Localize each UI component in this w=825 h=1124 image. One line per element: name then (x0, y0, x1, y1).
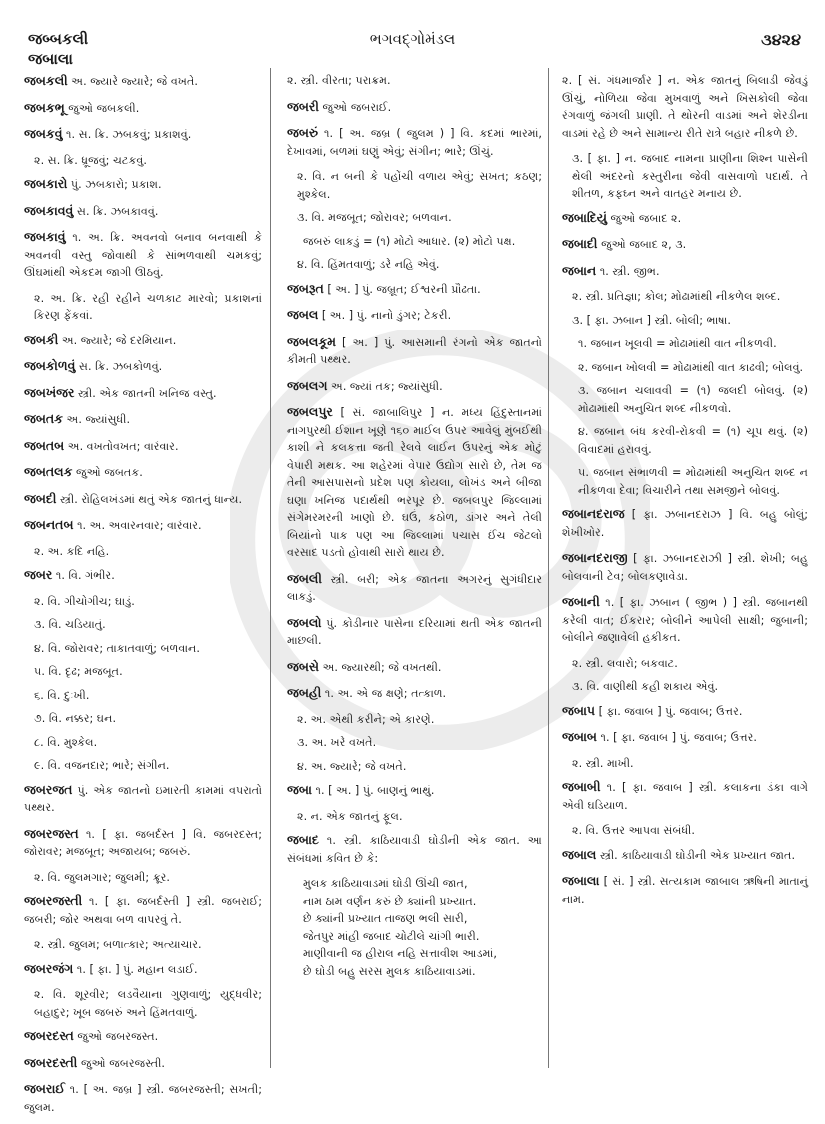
definition: ૧. [ અ. જબ્ર ] સ્ત્રી. જબરજસ્તી; સખતી; જુલમ. (24, 1083, 262, 1114)
definition: ૧. [ ફા. ઝબાન ( જીભ ) ] સ્ત્રી. જબાનથી કરેલી વાત; ઈકરાર; બોલીને આપેલી સાક્ષી; જુબાની; બોલીને જણાવેલી હકીકત. (562, 596, 809, 644)
headword: જબાબી (562, 779, 601, 794)
guide-word-bottom: જબાલા (28, 50, 73, 68)
headword: જબકારો (24, 176, 68, 191)
definition: [ સં. ] સ્ત્રી. સત્યકામ જાબાલ ઋષિની માતાનું નામ. (562, 875, 809, 906)
definition: પું. ઝબકારો; પ્રકાશ. (70, 178, 162, 191)
definition: અ. જ્યારે જ્યારે; જે વખતે. (71, 75, 198, 88)
dictionary-entry (287, 614, 542, 650)
sense: ૨. સ્ત્રી. પ્રતિજ્ઞા; કોલ; મોઢામાંથી નીકળેલ શબ્દ. (572, 290, 781, 303)
dictionary-entry (287, 72, 542, 90)
sense: ૩. અ. ખરે વખતે. (297, 736, 377, 749)
sense: ૨. વિ. ન બની કે પહોંચી વળાય એવું; સખત; કઠણ; મુશ્કેલ. (297, 170, 542, 201)
headword: જબરજત (24, 781, 73, 797)
headword: જબરજંગ (24, 960, 74, 976)
headword: જબાલ (562, 846, 597, 862)
dictionary-entry (24, 516, 262, 535)
definition: ૧. વિ. ગંભીર. (55, 569, 115, 582)
sense: ૨. વિ. ઉત્તર આપવા સંબંધી. (572, 824, 695, 837)
dictionary-entry (287, 658, 542, 677)
page-number: ૩૪૨૪ (761, 30, 801, 49)
idiom: ૧. જબાન ખૂલવી = મોઢામાંથી વાત નીકળવી. (578, 337, 777, 350)
definition: જુઓ જબરાઈ. (322, 100, 392, 114)
dictionary-entry (562, 846, 808, 865)
headword: જબરું (287, 125, 319, 140)
sense: ૩. વિ. વાણીથી કહી શકાય એવું. (572, 680, 719, 693)
definition: ૧. સ. ક્રિ. ઝબકવું; પ્રકાશવું. (66, 128, 192, 141)
dictionary-entry (24, 960, 262, 979)
sense: ૩. [ ફા. ઝબાન ] સ્ત્રી. બોલી; ભાષા. (572, 313, 731, 327)
definition: [ ફા. ઝબાનદરાઝ ] વિ. બહુ બોલું; શેખીખોર. (562, 508, 808, 539)
sense: ૨. વિ. જુલમગાર; જુલમી; ક્રૂર. (34, 870, 170, 884)
dictionary-entry (287, 831, 542, 867)
headword: જબરજસ્તી (24, 893, 83, 908)
column-1 (24, 72, 262, 1124)
dictionary-entry (287, 684, 542, 703)
headword: જબાબ (562, 729, 597, 744)
sense: ૨. સ્ત્રી. માખી. (572, 756, 634, 770)
dictionary-entry (24, 1080, 262, 1116)
headword: જબકાવવું (24, 202, 74, 218)
sense: ૬. વિ. દુઃખી. (34, 688, 90, 702)
guide-word-top: જબ્બકલી (28, 30, 89, 48)
dictionary-entry (287, 333, 542, 369)
sense: ૨. વિ. ગીચોગીચ; ઘાડું. (34, 594, 135, 608)
definition: જુઓ જબકલી. (68, 101, 140, 115)
dictionary-entry (287, 403, 542, 562)
headword: જબકલી (24, 73, 68, 88)
definition: અ. જ્યાંસુધી. (66, 413, 131, 426)
idiom: ૪. જબાન બંધ કરવી-રોકવી = (૧) ચૂપ થવું. (૨) વિવાદમાં હરાવવું. (578, 425, 808, 456)
definition: સ. ક્રિ. ઝબકોળવું. (78, 360, 163, 373)
definition: સ્ત્રી. કાઠિયાવાડી ઘોડીની એક પ્રખ્યાત જાત. (599, 848, 795, 862)
verse-line: છે ક્યાંની પ્રખ્યાત તાજણ ભલી સારી, (303, 912, 468, 925)
definition: ૧. [ અ. જબ્ર ( જુલમ ) ] વિ. કદમાં ભારમાં, દેખાવમાં, બળમાં ઘણું એવું; સંગીન; ભારે; ઊંચું. (287, 127, 542, 158)
sense: ૮. વિ. મુશ્કેલ. (34, 735, 98, 749)
dictionary-entry (24, 228, 262, 282)
definition: ૧. [ ફા. જબર્દસ્ત ] વિ. જબરદસ્ત; જોરાવર; મજબૂત; અજાયબ; જબરું. (24, 827, 262, 858)
verse-line: જેતપુર માંહી જબાદ ચોટીલે ચાંગી ભારી. (303, 929, 480, 943)
column-2 (287, 72, 542, 980)
headword: જબતબ (24, 437, 65, 453)
sense: ૨. અ. કદિ નહિ. (34, 544, 110, 558)
dictionary-entry (562, 549, 808, 585)
sense: ૨. અ. ક્રિ. રહી રહીને ચળકાટ મારવો; પ્રકાશનાં કિરણ ફેંકવાં. (34, 291, 262, 322)
sense: ૭. વિ. નક્કર; ઘન. (34, 712, 116, 725)
idiom: ૨. જબાન ખોલવી = મોઢામાંથી વાત કાઢવી; બોલવું. (578, 360, 804, 374)
definition: ૨. [ સં. ગંધમાર્જાર ] ન. એક જાતનું બિલાડી જેવડું ઊંચું, નોળિયા જેવા મુખવાળું અને ખિસકોલી જેવા રંગવાળું જંગલી પ્રાણી. તે થોરની વાડમાં અને શેરડીના વાડમાં રહે છે અને સામાન્ય રીતે રાત્રે બહાર નીકળે છે. (562, 74, 808, 140)
headword: જબાદ (287, 832, 319, 847)
sense: ૩. વિ. ચડિયાતું. (34, 618, 106, 631)
running-title: ભગવદ્ગોમંડલ (369, 30, 456, 48)
dictionary-entry (287, 570, 542, 606)
headword: જબલો (287, 614, 322, 630)
definition: [ ફા. જવાબ ] પું. જવાબ; ઉત્તર. (598, 704, 743, 718)
definition: ૧. સ્ત્રી. જીભ. (599, 264, 660, 278)
sense: ૨. સ. ક્રિ. ધ્રૂજવું; ચટકવું. (34, 153, 147, 167)
sense: ૪. વિ. હિંમતવાળું; ડરે નહિ એવું. (297, 258, 440, 271)
dictionary-entry (287, 280, 542, 299)
definition: પું. કોડીનાર પાસેના દરિયામાં થતી એક જાતની માછલી. (287, 616, 542, 647)
headword: જબકવું (24, 126, 63, 141)
definition: ૨. સ્ત્રી. વીરતા; પરાક્રમ. (287, 74, 391, 87)
dictionary-entry (24, 384, 262, 403)
definition: ૧. [ ફા. ] પું. મહાન લડાઈ. (76, 962, 198, 976)
dictionary-entry (24, 566, 262, 585)
dictionary-entry (287, 781, 542, 800)
sense: ૨. અ. એથી કરીને; એ કારણે. (297, 712, 435, 726)
dictionary-entry (24, 1027, 262, 1046)
definition: જુઓ જબાદ ૨. (610, 211, 682, 225)
headword: જબાદી (562, 236, 598, 251)
definition: ૧. [ અ. ] પું. બાણનું ભાથું. (315, 784, 435, 797)
definition: સ્ત્રી. રોહિલખંડમાં થતું એક જાતનું ધાન્ય. (60, 492, 243, 506)
dictionary-entry (562, 209, 808, 228)
verse-line: માણીવાની જ હીરાલ નહિ સત્તાવીશ આડમાં, (303, 947, 497, 960)
headword: જબકોળવું (24, 358, 76, 373)
idiom: ૩. જબાન ચલાવવી = (૧) જલદી બોલવું. (૨) મોઢામાંથી અનુચિત શબ્દ નીકળવો. (578, 384, 808, 415)
definition: [ અ. ] પું. જબ્રૂત; ઈશ્વરની પ્રૌઢતા. (327, 282, 481, 296)
dictionary-entry (24, 892, 262, 928)
dictionary-entry (287, 98, 542, 117)
dictionary-entry (562, 728, 808, 747)
headword: જબકાવું (24, 229, 66, 244)
dictionary-entry (562, 872, 808, 908)
headword: જબહી (287, 685, 322, 700)
dictionary-entry (562, 262, 808, 281)
sense: ૪. વિ. જોરાવર; તાકાતવાળું; બળવાન. (34, 641, 200, 655)
definition: પું. એક જાતનો ઇમારતી કામમાં વપરાતો પથ્થર. (24, 783, 262, 814)
headword: જબાલા (562, 873, 600, 888)
definition: ૧. સ્ત્રી. કાઠિયાવાડી ઘોડીની એક જાત. આ સંબંધમાં કવિત છે કે: (287, 834, 543, 865)
idiom: જબરું લાકડું = (૧) મોટો આધાર. (૨) મોટો પક્ષ. (303, 234, 516, 248)
dictionary-entry (24, 437, 262, 456)
page-header (0, 0, 825, 68)
headword: જબરદસ્તી (24, 1054, 78, 1070)
headword: જબલગ (287, 377, 328, 393)
definition: સ્ત્રી. બરી; એક જાતના અગરનું સુગંધીદાર લાકડું. (287, 572, 542, 603)
definition: ૧. અ. ક્રિ. અવનવો બનાવ બનવાથી કે અવનવી વસ્તુ જોવાથી કે સાંભળવાથી ચમકવું; ઊંઘમાંથી એકદમ જાગી ઊઠવું. (24, 231, 262, 279)
verse-line: મુલક કાઠિયાવાડમાં ઘોડી ઊંચી જાત, (303, 877, 468, 890)
headword: જબલી (287, 570, 322, 586)
dictionary-entry (562, 505, 808, 541)
dictionary-entry (287, 306, 542, 325)
dictionary-entry (24, 125, 262, 144)
sense: ૩. વિ. મજબૂત; જોરાવર; બળવાન. (297, 211, 452, 224)
sense: ૨. વિ. શૂરવીર; લડવૈયાના ગુણવાળું; યુદ્ધવીર; બહાદુર; ખૂબ જબરું અને હિંમતવાળું. (34, 988, 262, 1019)
headword: જબકી (24, 331, 59, 347)
headword: જબતક (24, 411, 63, 426)
definition: ૧. [ ફા. જવાબ ] સ્ત્રી. કલાકના ડંકા વાગે એવી ઘડિયાળ. (562, 781, 808, 812)
dictionary-entry (562, 593, 808, 647)
dictionary-entry (562, 778, 808, 814)
dictionary-entry (24, 175, 262, 194)
definition: ૧. [ ફા. જબર્દસ્તી ] સ્ત્રી. જબરાઈ; જબરી; જોર અથવા બળ વાપરવું તે. (24, 895, 263, 926)
headword: જબખંજર (24, 384, 75, 400)
headword: જબાનદરાજ (562, 506, 625, 521)
dictionary-entry (24, 1054, 262, 1073)
verse-line: નામ ઠામ વર્ણન કરું છે ક્યાંની પ્રખ્યાત. (303, 894, 477, 908)
definition: જુઓ જબાદ ૨, ૩. (601, 238, 687, 251)
dictionary-entry (24, 781, 262, 817)
dictionary-entry (24, 72, 262, 91)
sense: ૨. સ્ત્રી. જુલમ; બળાત્કાર; અત્યાચાર. (34, 938, 202, 951)
definition: અ. જ્યારથી; જે વખતથી. (322, 660, 442, 674)
definition: અ. જ્યાં તક; જ્યાંસુધી. (331, 379, 443, 393)
headword: જબરી (287, 98, 319, 114)
headword: જબલપુર (287, 404, 333, 419)
definition: ૧. અ. એ જ ક્ષણે; તત્કાળ. (324, 687, 447, 700)
definition: અ. જ્યારે; જે દરમિયાન. (61, 333, 177, 347)
headword: જબાદિયું (562, 209, 607, 225)
definition: [ સં. જાબાલિપુર ] ન. મધ્ય હિંદુસ્તાનમાં નાગપુરથી ઈશાન ખૂણે ૧૬૦ માઈલ ઉપર આવેલું મુંબઈથી કાશી ને કલકત્તા જતી રેલવે લાઈન ઉપરનું એક મોટું વેપારી મથક. આ શહેરમાં વેપાર ઉદ્યોગ સારો છે, તેમ જ તેની આસપાસનો પ્રદેશ પણ કોયલા, લોખંડ અને બીજા ઘણા ખનિજ પદાર્થથી ભરપૂર છે. જબલપુર જિલ્લામાં સંગેમરમરની ખાણો છે. ઘઉં, કઠોળ, ડાંગર અને તેલી બિયાંનો પાક પણ આ જિલ્લામાં પચાસ ઈંચ જેટલો વરસાદ પડતો હોવાથી સારો થાય છે. (287, 406, 543, 559)
dictionary-entry (24, 357, 262, 376)
dictionary-entry (24, 463, 262, 482)
dictionary-entry (24, 202, 262, 221)
headword: જબરાઈ (24, 1081, 66, 1096)
dictionary-entry (24, 99, 262, 118)
definition: ૧. [ ફા. જવાબ ] પું. જવાબ; ઉત્તર. (600, 731, 757, 744)
dictionary-entry (562, 702, 808, 721)
sense: ૨. ન. એક જાતનું ફૂલ. (297, 809, 403, 823)
dictionary-entry (24, 490, 262, 509)
headword: જબકભૂ (24, 99, 65, 115)
sense: ૫. વિ. દૃઢ; મજબૂત. (34, 665, 123, 678)
dictionary-entry (287, 377, 542, 396)
headword: જબનતબ (24, 517, 74, 532)
sense: ૩. [ ફા. ] ન. જબાદ નામના પ્રાણીના શિશ્ન પાસેની થેલી અંદરનો કસ્તુરીના જેવી વાસવાળો પદાર્થ. તે શીતળ, કફઘ્ન અને વાતહર મનાય છે. (572, 152, 808, 200)
column-3 (562, 72, 808, 916)
headword: જબાનદરાજી (562, 550, 628, 565)
sense: ૨. સ્ત્રી. લવારો; બકવાટ. (572, 656, 678, 670)
dictionary-entry (562, 72, 808, 142)
headword: જબરજસ્ત (24, 825, 79, 841)
definition: સ. ક્રિ. ઝબકાવવું. (76, 204, 159, 218)
definition: જુઓ જબતક. (76, 466, 143, 479)
column-divider (548, 68, 549, 1068)
headword: જબદી (24, 490, 57, 506)
headword: જબલકૂમ (287, 333, 336, 349)
definition: સ્ત્રી. એક જાતની ખનિજ વસ્તુ. (78, 386, 217, 400)
dictionary-entry (562, 235, 808, 254)
headword: જબલ (287, 307, 319, 322)
headword: જબસે (287, 658, 319, 674)
headword: જબર (24, 567, 53, 582)
headword: જબરૂત (287, 280, 324, 296)
verse-line: છે ઘોડી બહુ સરસ મુલક કાઠિયાવાડમાં. (303, 964, 476, 978)
definition: [ ફા. ઝબાનદરાઝી ] સ્ત્રી. શેખી; બહુ બોલવાની ટેવ; બોલકણાવેડા. (562, 552, 808, 583)
definition: અ. વખતોવખત; વારંવાર. (67, 439, 179, 453)
sense: ૪. અ. જ્યારે; જે વખતે. (297, 759, 407, 773)
dictionary-entry (24, 825, 262, 861)
sense: ૯. વિ. વજનદાર; ભારે; સંગીન. (34, 759, 170, 772)
idiom: ૫. જબાન સંભાળવી = મોઢામાંથી અનુચિત શબ્દ ન નીકળવા દેવા; વિચારીને તથા સમજીને બોલવું. (578, 466, 808, 497)
definition: [ અ. ] પું. નાનો ડુંગર; ટેકરી. (321, 309, 452, 322)
headword: જબાપ (562, 702, 596, 718)
definition: ૧. અ. અવારનવાર; વારંવાર. (77, 519, 202, 532)
definition: જુઓ જબરજસ્ત. (77, 1030, 159, 1043)
headword: જબાન (562, 262, 597, 278)
headword: જબાની (562, 594, 600, 609)
headword: જબા (287, 782, 312, 797)
dictionary-entry (24, 410, 262, 429)
headword: જબતલક (24, 464, 73, 479)
definition: જુઓ જબરજસ્તી. (80, 1056, 165, 1070)
dictionary-entry (24, 331, 262, 350)
column-divider (270, 68, 271, 1068)
dictionary-entry (287, 124, 542, 160)
definition: [ અ. ] પું. આસમાની રંગનો એક જાતનો કીમતી પથ્થર. (287, 335, 542, 366)
headword: જબરદસ્ત (24, 1028, 74, 1043)
